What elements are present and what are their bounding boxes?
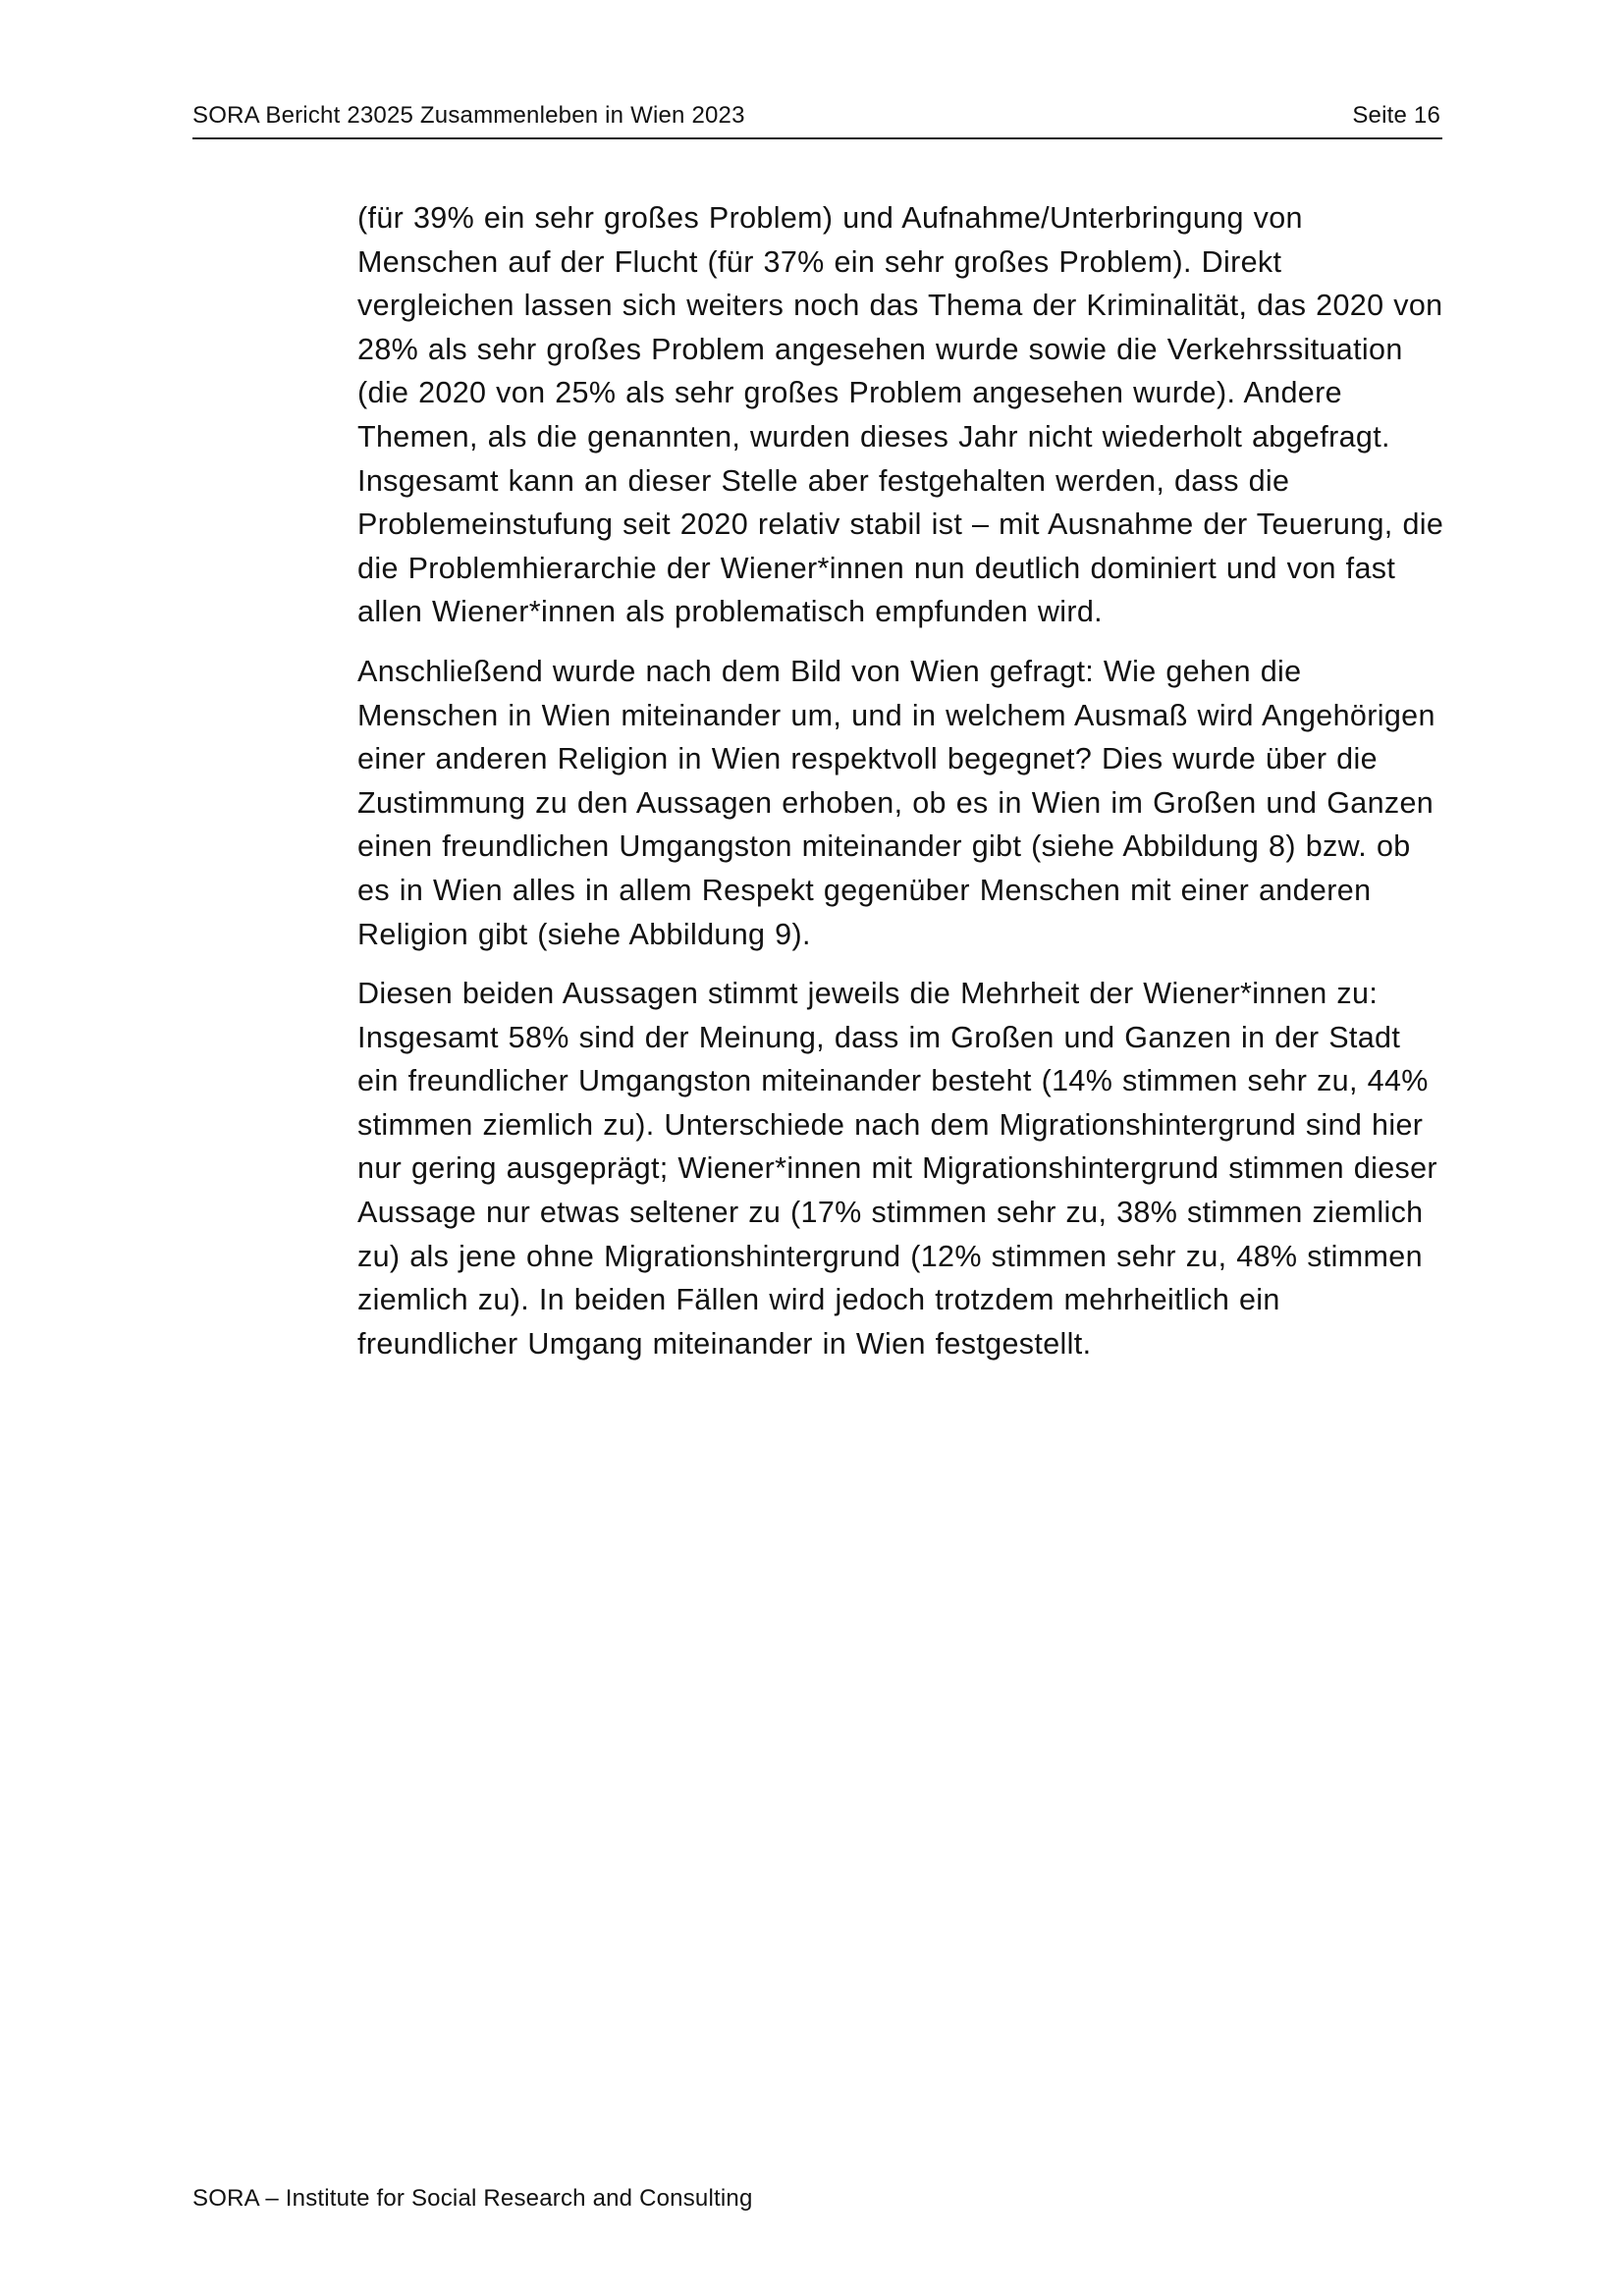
paragraph-1: (für 39% ein sehr großes Problem) und Aufnahme/Unterbringung von Menschen auf der Flucht (für 37% ein sehr großes Problem). Direkt vergleichen lassen sich weiters noch das Thema der Kriminalität, das 2020 von 28% als sehr großes Problem angesehen wurde sowie die Verkehrssituation (die 2020 von 25% als sehr großes Problem angesehen wurde). Andere Themen, als die genannten, wurden dieses Jahr nicht wiederholt abgefragt. Insgesamt kann an dieser Stelle aber festgehalten werden, dass die Problemeinstufung seit 2020 relativ stabil ist – mit Ausnahme der Teuerung, die die Problemhierarchie der Wiener*innen nun deutlich dominiert und von fast allen Wiener*innen als problematisch empfunden wird. [357, 201, 1444, 629]
page-header [192, 102, 1442, 139]
page-number: Seite 16 [1352, 102, 1440, 129]
paragraph-3: Diesen beiden Aussagen stimmt jeweils die Mehrheit der Wiener*innen zu: Insgesamt 58% sind der Meinung, dass im Großen und Ganzen in der Stadt ein freundlicher Umgangston miteinander besteht (14% stimmen sehr zu, 44% stimmen ziemlich zu). Unterschiede nach dem Migrationshintergrund sind hier nur gering ausgeprägt; Wiener*innen mit Migrationshintergrund stimmen dieser Aussage nur etwas seltener zu (17% stimmen sehr zu, 38% stimmen ziemlich zu) als jene ohne Migrationshintergrund (12% stimmen sehr zu, 48% stimmen ziemlich zu). In beiden Fällen wird jedoch trotzdem mehrheitlich ein freundlicher Umgang miteinander in Wien festgestellt. [357, 977, 1437, 1361]
report-title: SORA Bericht 23025 Zusammenleben in Wien 2023 [192, 102, 745, 129]
body-text [357, 196, 1447, 1381]
page-footer: SORA – Institute for Social Research and Consulting [192, 2185, 753, 2212]
paragraph-2: Anschließend wurde nach dem Bild von Wien gefragt: Wie gehen die Menschen in Wien miteinander um, und in welchem Ausmaß wird Angehörigen einer anderen Religion in Wien respektvoll begegnet? Dies wurde über die Zustimmung zu den Aussagen erhoben, ob es in Wien im Großen und Ganzen einen freundlichen Umgangston miteinander gibt (siehe Abbildung 8) bzw. ob es in Wien alles in allem Respekt gegenüber Menschen mit einer anderen Religion gibt (siehe Abbildung 9). [357, 654, 1435, 951]
